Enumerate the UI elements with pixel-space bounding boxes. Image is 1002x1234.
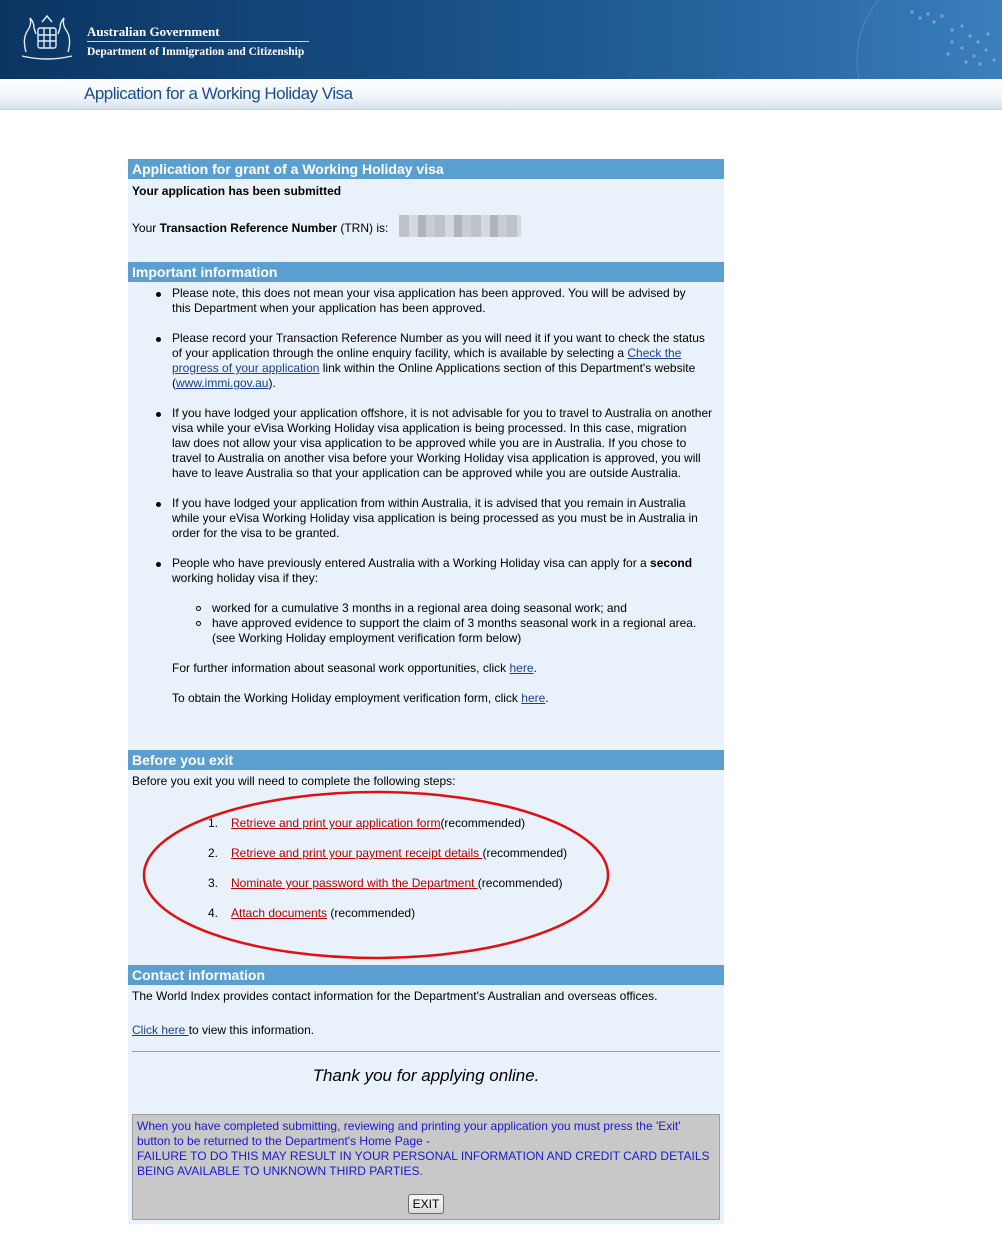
step-1-row: Retrieve and print your application form(recommended) <box>231 816 526 830</box>
step-2-row: Retrieve and print your payment receipt details (recommended) <box>231 846 568 860</box>
important-bullet-5: People who have previously entered Australia with a Working Holiday visa can apply for a second working holiday visa if they: <box>172 556 693 585</box>
nominate-password-link[interactable]: Nominate your password with the Department <box>231 876 478 890</box>
circle-bullet-icon <box>196 606 201 611</box>
step-2: 2. <box>208 846 219 860</box>
check-progress-link[interactable]: progress of your application <box>172 361 320 375</box>
step-3-row: Nominate your password with the Department (recommended) <box>231 876 563 890</box>
bullet-icon <box>156 562 161 567</box>
seasonal-work-info: For further information about seasonal work opportunities, click here. <box>172 661 537 675</box>
verification-form-info: To obtain the Working Holiday employment verification form, click here. <box>172 691 549 705</box>
important-bullet-1: Please note, this does not mean your visa application has been approved. You will be advised by this Department when your application has been approved. <box>172 286 686 315</box>
section-header-before-exit: Before you exit <box>128 750 724 770</box>
retrieve-receipt-link[interactable]: Retrieve and print your payment receipt details <box>231 846 483 860</box>
exit-button[interactable]: EXIT <box>408 1194 444 1214</box>
trn-value-redacted <box>399 215 521 237</box>
page-title: Application for a Working Holiday Visa <box>84 84 353 103</box>
immi-website-link[interactable]: www.immi.gov.au <box>176 376 269 390</box>
divider <box>132 1051 720 1052</box>
bullet-icon <box>156 412 161 417</box>
retrieve-application-link[interactable]: Retrieve and print your application form <box>231 816 441 830</box>
second-visa-condition-1: worked for a cumulative 3 months in a regional area doing seasonal work; and <box>212 601 627 615</box>
bullet-icon <box>156 292 161 297</box>
trn-label: Your Transaction Reference Number (TRN) is: <box>132 221 389 235</box>
contact-link-row: Click here to view this information. <box>132 1023 315 1037</box>
important-bullet-4: If you have lodged your application from within Australia, it is advised that you remain in Australia while your eVisa Working Holiday visa application is being processed as you must be in Australia in order for the visa to be granted. <box>172 496 698 540</box>
bullet-icon <box>156 502 161 507</box>
globe-map-icon <box>802 0 1002 79</box>
verification-form-here-link[interactable]: here <box>521 691 546 705</box>
seasonal-work-here-link[interactable]: here <box>509 661 534 675</box>
check-progress-link[interactable]: Check the <box>627 346 682 360</box>
contact-click-here-link[interactable]: Click here <box>132 1023 189 1037</box>
gov-name: Australian Government <box>87 24 220 39</box>
thank-you-message: Thank you for applying online. <box>312 1066 540 1085</box>
contact-text: The World Index provides contact information for the Department's Australian and overseas offices. <box>132 989 658 1003</box>
important-bullet-2: Please record your Transaction Reference Number as you will need it if you want to check the status of your application through the online enquiry facility, which is available by selecting a Check the progress of your application link within the Online Applications section of this Department's website (www.immi.gov.au). <box>172 331 705 390</box>
submitted-status: Your application has been submitted <box>132 184 342 198</box>
circle-bullet-icon <box>196 621 201 626</box>
step-4: 4. <box>208 906 219 920</box>
before-exit-intro: Before you exit you will need to complete the following steps: <box>132 774 456 788</box>
bullet-icon <box>156 337 161 342</box>
exit-notice: When you have completed submitting, reviewing and printing your application you must press the 'Exit' button to be returned to the Department's Home Page - FAILURE TO DO THIS MAY RESULT IN YOUR PERSONAL INFORMATION AND CREDIT CARD DETAILS BEING AVAILABLE TO UNKNOWN THIRD PARTIES. <box>132 1114 720 1220</box>
header-divider <box>87 41 309 42</box>
step-1: 1. <box>208 816 219 830</box>
second-visa-condition-2: have approved evidence to support the claim of 3 months seasonal work in a regional area. (see Working Holiday employment verification form below) <box>212 616 697 645</box>
section-header-contact: Contact information <box>128 965 724 985</box>
section-header-important: Important information <box>128 262 724 282</box>
department-name: Department of Immigration and Citizenship <box>87 46 305 58</box>
attach-documents-link[interactable]: Attach documents <box>231 906 328 920</box>
section-header-submitted: Application for grant of a Working Holiday visa <box>128 159 724 179</box>
header-banner <box>0 0 1002 79</box>
step-4-row: Attach documents (recommended) <box>231 906 416 920</box>
step-3: 3. <box>208 876 219 890</box>
coat-of-arms-icon <box>12 8 82 64</box>
important-bullet-3: If you have lodged your application offshore, it is not advisable for you to travel to Australia on another visa while your eVisa Working Holiday visa application is being processed. In this case, migration law does not allow your visa application to be approved while you are in Australia. If you chose to travel to Australia on another visa before your Working Holiday visa application is approved, you will have to leave Australia so that your application can be approved while you are outside Australia. <box>172 406 713 480</box>
